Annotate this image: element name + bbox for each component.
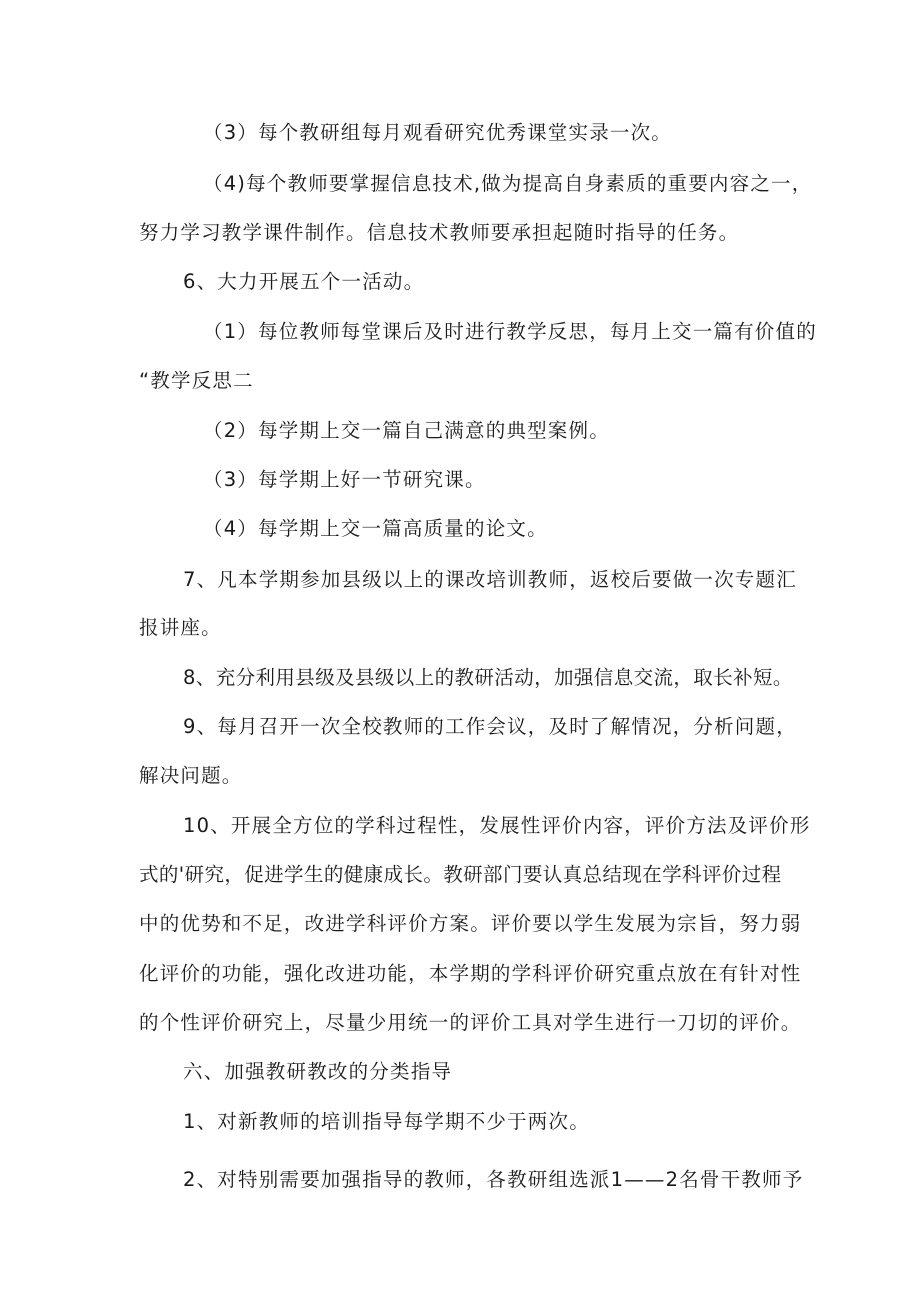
text-line: （4）每学期上交一篇高质量的论文。	[203, 517, 548, 540]
text-line: 7、凡本学期参加县级以上的课改培训教师，返校后要做一次专题汇	[183, 568, 797, 591]
text-line: 式的'研究，促进学生的健康成长。教研部门要认真总结现在学科评价过程	[139, 863, 782, 886]
text-line: 化评价的功能，强化改进功能，本学期的学科评价研究重点放在有针对性	[139, 962, 802, 985]
text-line: 8、充分利用县级及县级以上的教研活动，加强信息交流，取长补短。	[183, 666, 793, 689]
text-line: 努力学习教学课件制作。信息技术教师要承担起随时指导的任务。	[139, 221, 740, 244]
text-line: “教学反思二	[139, 369, 254, 392]
text-line: 的个性评价研究上，尽量少用统一的评价工具对学生进行一刀切的评价。	[139, 1011, 802, 1034]
text-line: 解决问题。	[139, 764, 243, 787]
text-line: 中的优势和不足，改进学科评价方案。评价要以学生发展为宗旨，努力弱	[139, 912, 802, 935]
text-line: 1、对新教师的培训指导每学期不少于两次。	[183, 1110, 590, 1133]
text-line: 报讲座。	[139, 616, 222, 639]
text-line: 9、每月召开一次全校教师的工作会议，及时了解情况，分析问题，	[183, 715, 797, 738]
section-heading: 六、加强教研教改的分类指导	[183, 1060, 453, 1083]
text-line: （1）每位教师每堂课后及时进行教学反思，每月上交一篇有价值的	[203, 320, 817, 343]
text-line: （3）每学期上好一节研究课。	[203, 468, 486, 491]
text-line: （2）每学期上交一篇自己满意的典型案例。	[203, 419, 610, 442]
text-line: （3）每个教研组每月观看研究优秀课堂实录一次。	[203, 121, 673, 144]
text-line: 10、开展全方位的学科过程性，发展性评价内容，评价方法及评价形	[183, 814, 811, 837]
text-line: 6、大力开展五个一活动。	[183, 270, 425, 293]
text-line: 2、对特别需要加强指导的教师，各教研组选派1——2名骨干教师予	[183, 1168, 804, 1191]
text-line: （4)每个教师要掌握信息技术,做为提高自身素质的重要内容之一，	[203, 172, 813, 195]
